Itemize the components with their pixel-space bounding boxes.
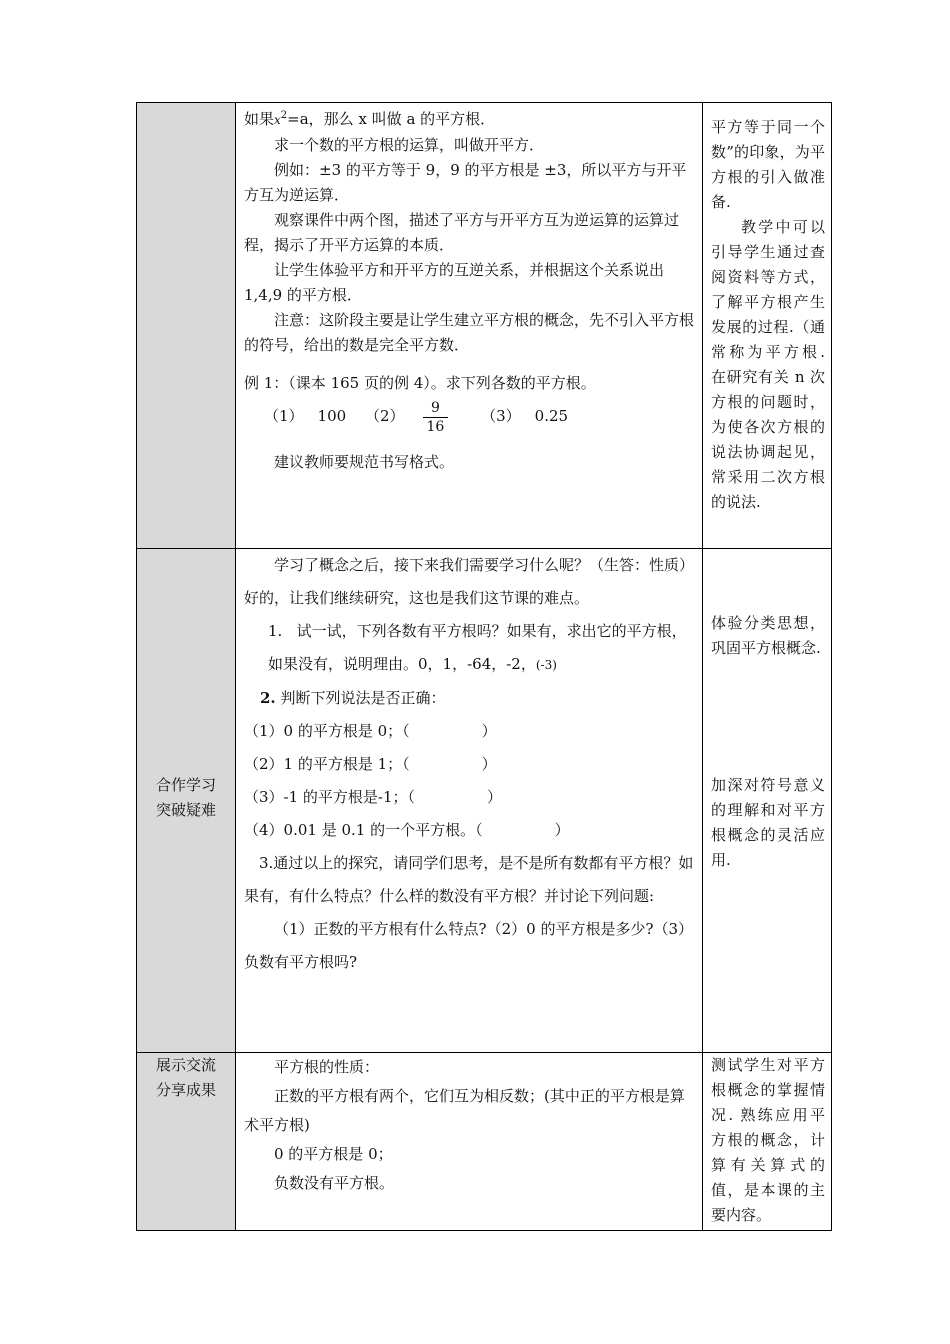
table-row	[137, 103, 832, 549]
notes-cell	[703, 103, 832, 549]
stage-cell: 展示交流 分享成果	[137, 1053, 236, 1231]
paragraph: 让学生体验平方和开平方的互逆关系，并根据这个关系说出 1,4,9 的平方根．	[244, 261, 665, 304]
paragraph: 注意：这阶段主要是让学生建立平方根的概念，先不引入平方根的符号，给出的数是完全平方数．	[244, 311, 695, 354]
table-row	[137, 549, 832, 1053]
table-row	[137, 1053, 832, 1231]
paragraph: 例如：±3 的平方等于 9，9 的平方根是 ±3，所以平方与开平方互为逆运算．	[244, 161, 687, 204]
definition-line: 如果$x^2=a$，那么 x 叫做 a 的平方根．	[244, 110, 496, 128]
example-items: （1） 100 （2） $\frac{9}{16}$ （3） 0.25	[264, 399, 569, 435]
notes-cell	[703, 549, 832, 1053]
teacher-note: 建议教师要规范书写格式。	[274, 453, 455, 471]
content-cell	[236, 549, 703, 1053]
paragraph: 求一个数的平方根的运算，叫做开平方．	[274, 136, 545, 154]
content-body	[236, 103, 702, 475]
example-title: 例 1：（课本 165 页的例 4）。求下列各数的平方根。	[244, 374, 596, 392]
stage-cell	[137, 103, 236, 549]
content-body: 学习了概念之后，接下来我们需要学习什么呢？（生答：性质）好的，让我们继续研究，这也是我们这节课的难点。 1. 试一试，下列各数有平方根吗？如果有，求出它的平方根，如果没有，说明理由。0，1，-64，-2，(-3) 2. 判断下列说法是否正确： （1）0 的平方根是 0；（ ） （2）1 的平方根是 1；（ ） （3）-1 的平方根是-1；（ ） （4）0.01 是 0.1 的一个平方根。（ ） 3.通过以上的探究，请同学们思考，是不是所有数都有平方根？如果有，有什么特点？什么样的数没有平方根？并讨论下列问题: （1）正数的平方根有什么特点?（2）0 的平方根是多少?（3）负数有平方根吗?	[244, 556, 695, 971]
notes-cell	[703, 1053, 832, 1231]
stage-cell: 合作学习 突破疑难	[137, 549, 236, 1053]
notes-body: 平方等于同一个数”的印象，为平方根的引入做准备. 教学中可以引导学生通过查阅资料等方式，了解平方根产生发展的过程.（通常称为平方根. 在研究有关 n 次方根的问题时，为使各次方根的说法协调起见，常采用二次方根的说法.	[711, 118, 825, 511]
notes-body: 测试学生对平方根概念的掌握情况. 熟练应用平方根的概念，计算有关算式的值，是本课的主要内容。	[711, 1056, 825, 1224]
content-cell	[236, 1053, 703, 1231]
notes-body: 体验分类思想，巩固平方根概念. 加深对符号意义的理解和对平方根概念的灵活应用.	[711, 614, 825, 869]
content-cell	[236, 103, 703, 549]
paragraph: 观察课件中两个图，描述了平方与开平方互为逆运算的运算过程，揭示了开平方运算的本质．	[244, 211, 680, 254]
content-body: 平方根的性质： 正数的平方根有两个，它们互为相反数；(其中正的平方根是算术平方根) 0 的平方根是 0； 负数没有平方根。	[244, 1058, 685, 1192]
lesson-plan-table	[136, 102, 832, 1231]
fraction: $\frac{9}{16}$	[423, 399, 463, 436]
